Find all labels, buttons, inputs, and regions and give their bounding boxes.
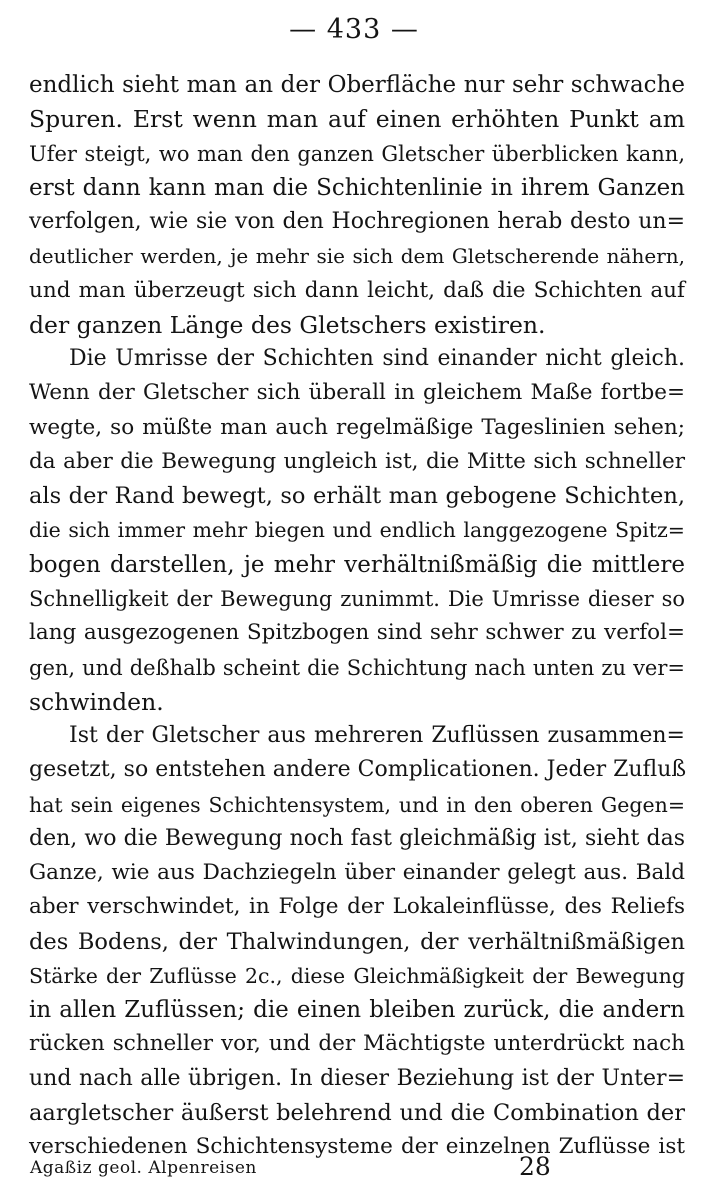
text-line: den, wo die Bewegung noch fast gleichmäßig ist, sieht das xyxy=(29,825,685,851)
text-line: und nach alle übrigen. In dieser Beziehung ist der Unter= xyxy=(29,1065,685,1091)
page-number: — 433 — xyxy=(289,14,419,45)
text-line: die sich immer mehr biegen und endlich langgezogene Spitz= xyxy=(29,518,685,543)
body-text xyxy=(29,68,685,1165)
text-line: Schnelligkeit der Bewegung zunimmt. Die Umrisse dieser so xyxy=(29,586,685,611)
text-line: verschiedenen Schichtensysteme der einzelnen Zuflüsse ist xyxy=(29,1134,685,1160)
text-line: Stärke der Zuflüsse 2c., diese Gleichmäßigkeit der Bewegung xyxy=(29,963,685,988)
text-line: endlich sieht man an der Oberfläche nur sehr schwache xyxy=(29,72,685,98)
text-line: erst dann kann man die Schichtenlinie in ihrem Ganzen xyxy=(29,174,685,201)
text-line: deutlicher werden, je mehr sie sich dem Gletscherende nähern, xyxy=(29,244,685,269)
text-line: wegte, so müßte man auch regelmäßige Tageslinien sehen; xyxy=(29,414,685,440)
text-line: lang ausgezogenen Spitzbogen sind sehr schwer zu verfol= xyxy=(29,620,685,646)
text-line: Wenn der Gletscher sich überall in gleichem Maße fortbe= xyxy=(29,380,685,406)
text-line: der ganzen Länge des Gletschers existiren. xyxy=(29,310,546,339)
text-line: aargletscher äußerst belehrend und die Combination der xyxy=(29,1099,685,1126)
text-line: verfolgen, wie sie von den Hochregionen herab desto un= xyxy=(29,209,685,235)
sheet-number: 28 xyxy=(519,1152,551,1181)
text-line: rücken schneller vor, und der Mächtigste unterdrückt nach xyxy=(29,1031,685,1057)
text-line: Spuren. Erst wenn man auf einen erhöhten Punkt am xyxy=(29,105,685,134)
text-line: gesetzt, so entstehen andere Complicationen. Jeder Zufluß xyxy=(29,757,687,783)
text-line: hat sein eigenes Schichtensystem, und in den oberen Gegen= xyxy=(29,792,685,817)
text-line: bogen darstellen, je mehr verhältnißmäßig die mittlere xyxy=(29,551,685,578)
printer-signature: Agaßiz geol. Alpenreisen xyxy=(30,1158,257,1178)
text-line: da aber die Bewegung ungleich ist, die Mitte sich schneller xyxy=(29,448,685,474)
text-line: gen, und deßhalb scheint die Schichtung nach unten zu ver= xyxy=(29,655,685,680)
text-line: schwinden. xyxy=(29,687,164,716)
text-line: als der Rand bewegt, so erhält man gebogene Schichten, xyxy=(29,483,685,510)
text-line: und man überzeugt sich dann leicht, daß die Schichten auf xyxy=(29,277,685,303)
paragraph-start-line: Die Umrisse der Schichten sind einander nicht gleich. xyxy=(69,346,685,372)
paragraph-start-line: Ist der Gletscher aus mehreren Zuflüssen zusammen= xyxy=(69,723,685,749)
text-line: in allen Zuflüssen; die einen bleiben zurück, die andern xyxy=(29,997,685,1024)
text-line: Ganze, wie aus Dachziegeln über einander gelegt aus. Bald xyxy=(29,860,685,886)
text-line: Ufer steigt, wo man den ganzen Gletscher überblicken kann, xyxy=(29,141,685,166)
text-line: aber verschwindet, in Folge der Lokaleinflüsse, des Reliefs xyxy=(29,894,685,920)
text-line: des Bodens, der Thalwindungen, der verhältnißmäßigen xyxy=(29,928,685,955)
